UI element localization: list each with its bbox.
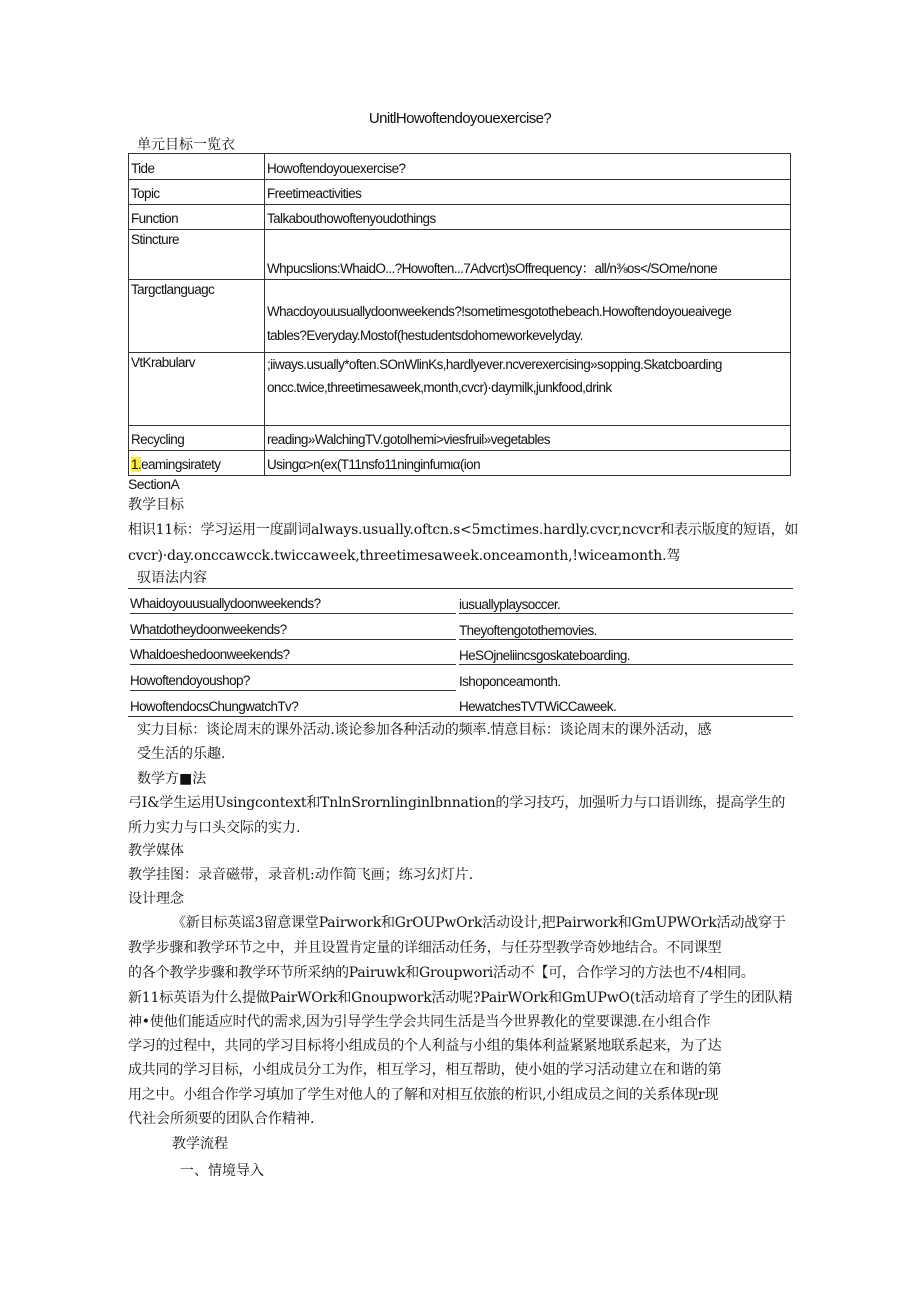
grammar-answer: Theyoftengotothemovies. [459,622,597,638]
goals-row-structure [129,230,791,280]
knowledge-goal-line: cvcr)·day.onccawcck.twiccaweek,threetimesaweek.onceamonth,!wiceamonth.驾 [128,548,681,564]
method-heading: 数学方■法 [137,771,207,787]
goals-value: Howoftendoyouexercise? [265,154,791,180]
concept-line: 学习的过程中，共同的学习目标将小组成员的个人利益与小组的集体利益紧紧地联系起来，为了达 [128,1038,722,1054]
concept-line: 用之中。小组合作学习填加了学生对他人的了解和对相互依旅的桁识,小组成员之间的关系体现r现 [128,1087,719,1103]
concept-line: 新11标英语为什么提做PairWOrk和Gnoupwork活动呢?PairWOrk和GmUPwO(t活动培育了学生的团队精 [128,990,793,1006]
grammar-row [128,589,793,614]
grammar-row [128,640,793,665]
grammar-row [128,691,793,716]
grammar-row [128,614,793,639]
goals-label-text: eamingsiratety [141,457,221,472]
goals-label: Targctlanguagc [129,280,265,353]
concept-line: 的各个教学步骤和教学环节所采纳的Pairuwk和Groupwori活动不【可，合作学习的方法也不/4相同。 [128,965,755,981]
goals-value: Talkabouthowoftenyoudothings [265,205,791,230]
flow-step: 一、情境导入 [180,1163,264,1179]
media-text: 教学挂图：录音磁带，录音机:动作简飞画；练习幻灯片. [128,867,474,883]
concept-line: 代社会所须要的团队合作精神. [128,1111,315,1127]
goals-value: Whpucslions:WhaidO...?Howoften...7Advcrt)sOffrequency：all/n⅜os</SOme/none [265,230,791,280]
grammar-answer: iusuallyplaysoccer. [459,597,561,613]
goals-label: Tide [129,154,265,180]
grammar-row [128,665,793,690]
grammar-question: Howoftendoyoushop? [130,672,456,691]
goals-value-line: ;iiways.usually*often.SOnWlinKs,hardlyever.ncverexercising»sopping.Skatcboarding [267,357,722,372]
goals-label: VtKrabularv [129,353,265,426]
highlight-mark: 1. [131,457,142,472]
grammar-question: Whaldoeshedoonweekends? [130,646,456,665]
method-line: 所力实力与口头交际的实力. [128,820,301,836]
goals-row-topic [129,180,791,205]
grammar-heading: 驭语法内容 [137,570,207,586]
goals-value-line: tables?Everyday.Mostof(hestudentsdohomeworkevelyday. [267,328,583,343]
goals-label: Function [129,205,265,230]
document-title: UnitlHowoftendoyouexercise? [368,110,552,127]
concept-line: 成共同的学习目标，小组成员分工为作，相互学习，相互帮助，使小姐的学习活动建立在和谐的第 [128,1062,722,1078]
goals-value-line: oncc.twice,threetimesaweek,month,cvcr)·daymilk,junkfood,drink [267,380,612,395]
flow-heading: 教学流程 [172,1136,228,1152]
goals-label: Recycling [129,426,265,451]
method-line: 弓I&学生运用Usingcontext和TnlnSrornlinginlbnnation的学习技巧，加强听力与口语训练，提高学生的 [128,795,786,811]
goals-row-title [129,154,791,180]
concept-heading: 设计理念 [128,891,184,907]
ability-goal-line: 实力目标：谈论周末的课外活动.谈论参加各种活动的频率.情意目标：谈论周末的课外活动，感 [137,722,712,738]
grammar-answer: HeSOjneliincsgoskateboarding. [459,648,630,664]
concept-line: 教学步骤和教学环节之中，并且设置肯定量的详细活动任务，与任芬型教学奇妙地结合。不同课型 [128,940,722,956]
goals-value: reading»WalchingTV.gotolhemi>viesfruil»vegetables [265,426,791,451]
concept-line: 《新目标英谣3留意课堂Pairwork和GrOUPwOrk活动设计,把Pairwork和GmUPWOrk活动战穿于 [172,915,786,931]
section-heading: SectionA [128,476,180,492]
goals-label: Topic [129,180,265,205]
goals-label: Stincture [129,230,265,280]
goals-value: Usingα>n(ex(T11nsfo11ninginfumια(ion [265,451,791,476]
concept-line: 神•使他们能适应时代的需求,因为引导学生学会共同生活是当今世界教化的堂要课漶.在小组合作 [128,1014,711,1030]
teaching-goals-heading: 教学目标 [128,497,184,513]
knowledge-goal-line: 相识11标：学习运用一度副词always.usually.oftcn.s<5mctimes.hardly.cvcr,ncvcr和表示版度的短语，如 [128,522,799,538]
ability-goal-line: 受生活的乐趣. [137,746,226,762]
goals-value: Freetimeactivities [265,180,791,205]
goals-table-caption: 单元目标一览衣 [137,137,235,153]
unit-goals-table [128,153,791,476]
goals-value-line: Whacdoyouusuallydoonweekends?!sometimesgotothebeach.Howoftendoyoueaivege [267,304,732,319]
goals-label [129,451,265,476]
grammar-answer: Ishoponceamonth. [459,673,561,689]
goals-row-vocabulary [129,353,791,426]
goals-row-recycling [129,426,791,451]
grammar-answer: HewatchesTVTWiCCaweek. [459,698,617,714]
goals-row-target-language [129,280,791,353]
goals-row-function [129,205,791,230]
media-heading: 教学媒体 [128,843,184,859]
grammar-question: HowoftendocsChungwatchTv? [130,698,299,714]
grammar-question: Whatdotheydoonweekends? [130,621,456,640]
grammar-question: Whaidoyouusuallydoonweekends? [130,595,456,614]
goals-row-learning-strategy [129,451,791,476]
grammar-table [128,588,793,717]
